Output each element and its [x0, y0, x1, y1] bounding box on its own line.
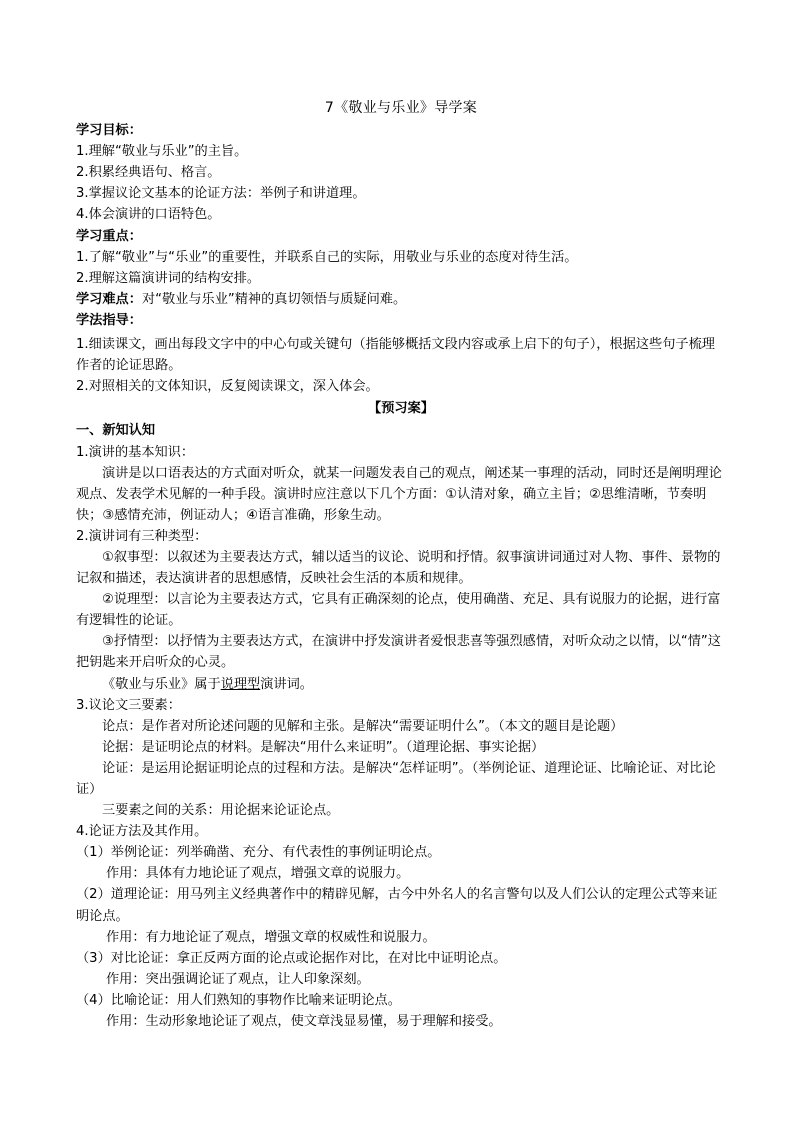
method-item: 1.细读课文，画出每段文字中的中心句或关键句（指能够概括文段内容或承上启下的句子），根据这些句子梳理作者的论证思路。	[76, 337, 715, 374]
difficulty-heading: 学习难点：	[76, 291, 142, 307]
speech-type-item: ①叙事型：以叙述为主要表达方式，辅以适当的议论、说明和抒情。叙事演讲词通过对人物、事件、景物的记叙和描述，表达演讲者的思想感情，反映社会生活的本质和规律。	[76, 549, 721, 587]
subsection-title: 3.议论文三要素：	[76, 697, 181, 713]
goal-item: 2.积累经典语句、格言。	[76, 165, 221, 181]
method-item: 2.对照相关的文体知识，反复阅读课文，深入体会。	[76, 379, 379, 395]
key-point-item: 2.理解这篇演讲词的结构安排。	[76, 270, 261, 286]
goals-heading: 学习目标：	[76, 123, 142, 139]
goal-item: 1.理解“敬业与乐业”的主旨。	[76, 144, 248, 160]
method-use: 作用：生动形象地论证了观点，使文章浅显易懂，易于理解和接受。	[106, 1014, 502, 1030]
speech-type-item: ②说理型：以言论为主要表达方式，它具有正确深刻的论点，使用确凿、充足、具有说服力的论据，进行富有逻辑性的论证。	[76, 592, 721, 629]
speech-type-note	[76, 674, 726, 695]
document-title: 7《敬业与乐业》导学案	[324, 100, 478, 116]
method-heading: 学法指导：	[76, 312, 142, 328]
method-use: 作用：具体有力地论证了观点，增强文章的说服力。	[106, 866, 410, 882]
difficulty-text: 对“敬业与乐业”精神的真切领悟与质疑问难。	[141, 291, 407, 307]
subsection-title: 2.演讲词有三种类型：	[76, 528, 208, 544]
note-text: 演讲词。	[260, 676, 313, 692]
subsection-title: 4.论证方法及其作用。	[76, 824, 208, 840]
method-definition: （2）道理论证：用马列主义经典著作中的精辟见解，古今中外名人的名言警句以及人们公认的定理公式等来证明论点。	[76, 887, 718, 924]
speech-basics-text: 演讲是以口语表达的方式面对听众，就某一问题发表自己的观点，阐述某一事理的活动，同时还是阐明理论观点、发表学术见解的一种手段。演讲时应注意以下几个方面：①认清对象，确立主旨；②思维清晰，节奏明快；③感情充沛，例证动人；④语言准确，形象生动。	[76, 465, 722, 523]
document-page	[76, 98, 726, 1032]
speech-type-item: ③抒情型：以抒情为主要表达方式，在演讲中抒发演讲者爱恨悲喜等强烈感情，对听众动之以情，以“情”这把钥匙来开启听众的心灵。	[76, 634, 721, 671]
element-item: 论点：是作者对所论述问题的见解和主张。是解决“需要证明什么”。（本文的题目是论题）	[102, 718, 624, 734]
note-text: 《敬业与乐业》属于	[102, 676, 221, 692]
goal-item: 3.掌握议论文基本的论证方法：举例子和讲道理。	[76, 186, 366, 202]
method-use: 作用：有力地论证了观点，增强文章的权威性和说服力。	[106, 929, 436, 945]
method-definition: （4）比喻论证：用人们熟知的事物作比喻来证明论点。	[76, 992, 401, 1008]
method-definition: （3）对比论证：拿正反两方面的论点或论据作对比，在对比中证明论点。	[76, 950, 507, 966]
preview-heading: 【预习案】	[368, 401, 434, 417]
subsection-title: 1.演讲的基本知识：	[76, 444, 195, 460]
goal-item: 4.体会演讲的口语特色。	[76, 207, 221, 223]
key-point-item: 1.了解“敬业”与“乐业”的重要性，并联系自己的实际，用敬业与乐业的态度对待生活。	[76, 249, 578, 265]
method-definition: （1）举例论证：列举确凿、充分、有代表性的事例证明论点。	[76, 845, 441, 861]
element-item: 论据：是证明论点的材料。是解决“用什么来证明”。（道理论据、事实论据）	[102, 739, 545, 755]
note-underlined: 说理型	[220, 676, 261, 692]
difficulty-line	[76, 289, 726, 310]
method-use: 作用：突出强调论证了观点，让人印象深刻。	[106, 971, 370, 987]
key-points-heading: 学习重点：	[76, 228, 142, 244]
element-item: 三要素之间的关系：用论据来论证论点。	[102, 803, 340, 819]
section-heading: 一、新知认知	[76, 423, 156, 439]
element-item: 论证：是运用论据证明论点的过程和方法。是解决“怎样证明”。（举例论证、道理论证、比喻论证、对比论证）	[76, 760, 716, 797]
